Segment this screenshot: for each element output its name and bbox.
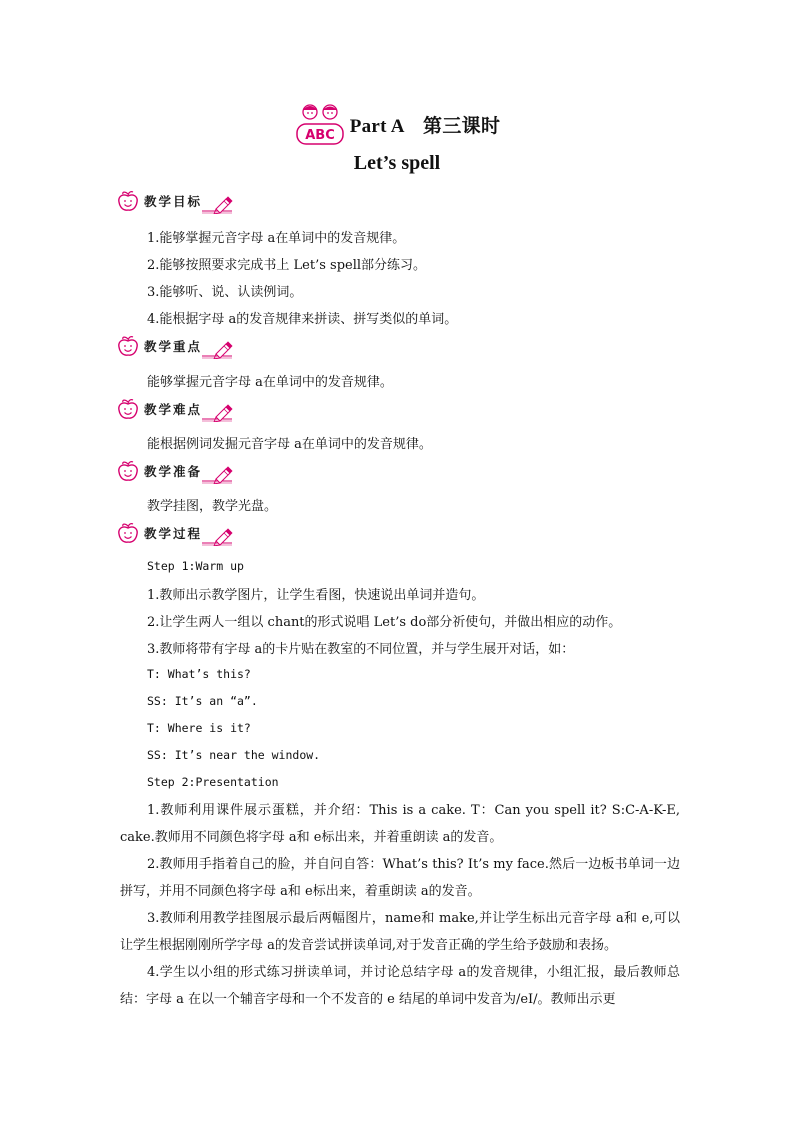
presentation-paragraph: 4.学生以小组的形式练习拼读单词，并讨论总结字母 a的发音规律，小组汇报，最后教师总结：字母 a 在以一个辅音字母和一个不发音的 e 结尾的单词中发音为/eI/。教师出示更 [120, 965, 680, 1007]
apple-face-icon [116, 521, 140, 545]
step-title: Step 2:Presentation [147, 775, 279, 789]
section-heading-objectives [116, 188, 236, 214]
objective-item: 4.能根据字母 a的发音规律来拼读、拼写类似的单词。 [147, 312, 458, 327]
apple-face-icon [116, 459, 140, 483]
svg-text:ABC: ABC [304, 128, 335, 143]
lesson-title-row [0, 100, 794, 148]
pencil-icon [202, 528, 236, 546]
pencil-icon [202, 404, 236, 422]
apple-face-icon [116, 397, 140, 421]
apple-face-icon [116, 334, 140, 358]
section-label: 教学准备 [144, 464, 203, 479]
section-heading-preparation [116, 458, 236, 484]
lesson-title: Part A 第三课时 [349, 115, 501, 137]
section-heading-difficulties [116, 396, 236, 422]
section-heading-process [116, 520, 236, 546]
key-points-text: 能够掌握元音字母 a在单词中的发音规律。 [147, 375, 393, 390]
section-label: 教学难点 [144, 402, 203, 417]
objective-item: 2.能够按照要求完成书上 Let’s spell部分练习。 [147, 258, 427, 273]
section-label: 教学目标 [144, 194, 203, 209]
pencil-icon [202, 341, 236, 359]
dialogue-line: T: What’s this? [147, 667, 251, 681]
pencil-icon [202, 466, 236, 484]
abc-kids-logo-icon [294, 102, 346, 146]
dialogue-line: SS: It’s near the window. [147, 748, 321, 762]
step-item: 1.教师出示教学图片，让学生看图，快速说出单词并造句。 [147, 588, 485, 603]
objective-item: 1.能够掌握元音字母 a在单词中的发音规律。 [147, 231, 406, 246]
section-heading-key-points [116, 333, 236, 359]
presentation-paragraph: 3.教师利用教学挂图展示最后两幅图片，name和 make,并让学生标出元音字母 a和 e,可以让学生根据刚刚所学字母 a的发音尝试拼读单词,对于发音正确的学生给予鼓励和表扬。 [120, 911, 680, 953]
pencil-icon [202, 196, 236, 214]
apple-face-icon [116, 189, 140, 213]
difficulties-text: 能根据例词发掘元音字母 a在单词中的发音规律。 [147, 437, 432, 452]
step-item: 2.让学生两人一组以 chant的形式说唱 Let’s do部分祈使句，并做出相应的动作。 [147, 615, 622, 630]
section-label: 教学重点 [144, 339, 203, 354]
objective-item: 3.能够听、说、认读例词。 [147, 285, 303, 300]
presentation-paragraph: 1.教师利用课件展示蛋糕，并介绍：This is a cake. T：Can you spell it? S:C-A-K-E, cake.教师用不同颜色将字母 a和 e标出来，并着重朗读 a的发音。 [120, 803, 680, 845]
preparation-text: 教学挂图，教学光盘。 [147, 499, 278, 514]
step-title: Step 1:Warm up [147, 559, 244, 573]
step-item: 3.教师将带有字母 a的卡片贴在教室的不同位置，并与学生展开对话，如： [147, 642, 575, 657]
dialogue-line: T: Where is it? [147, 721, 251, 735]
lesson-subtitle: Let’s spell [353, 152, 441, 174]
section-label: 教学过程 [144, 526, 203, 541]
presentation-paragraph: 2.教师用手指着自己的脸，并自问自答：What’s this? It’s my face.然后一边板书单词一边拼写，并用不同颜色将字母 a和 e标出来，着重朗读 a的发音。 [120, 857, 680, 899]
dialogue-line: SS: It’s an “a”. [147, 694, 258, 708]
